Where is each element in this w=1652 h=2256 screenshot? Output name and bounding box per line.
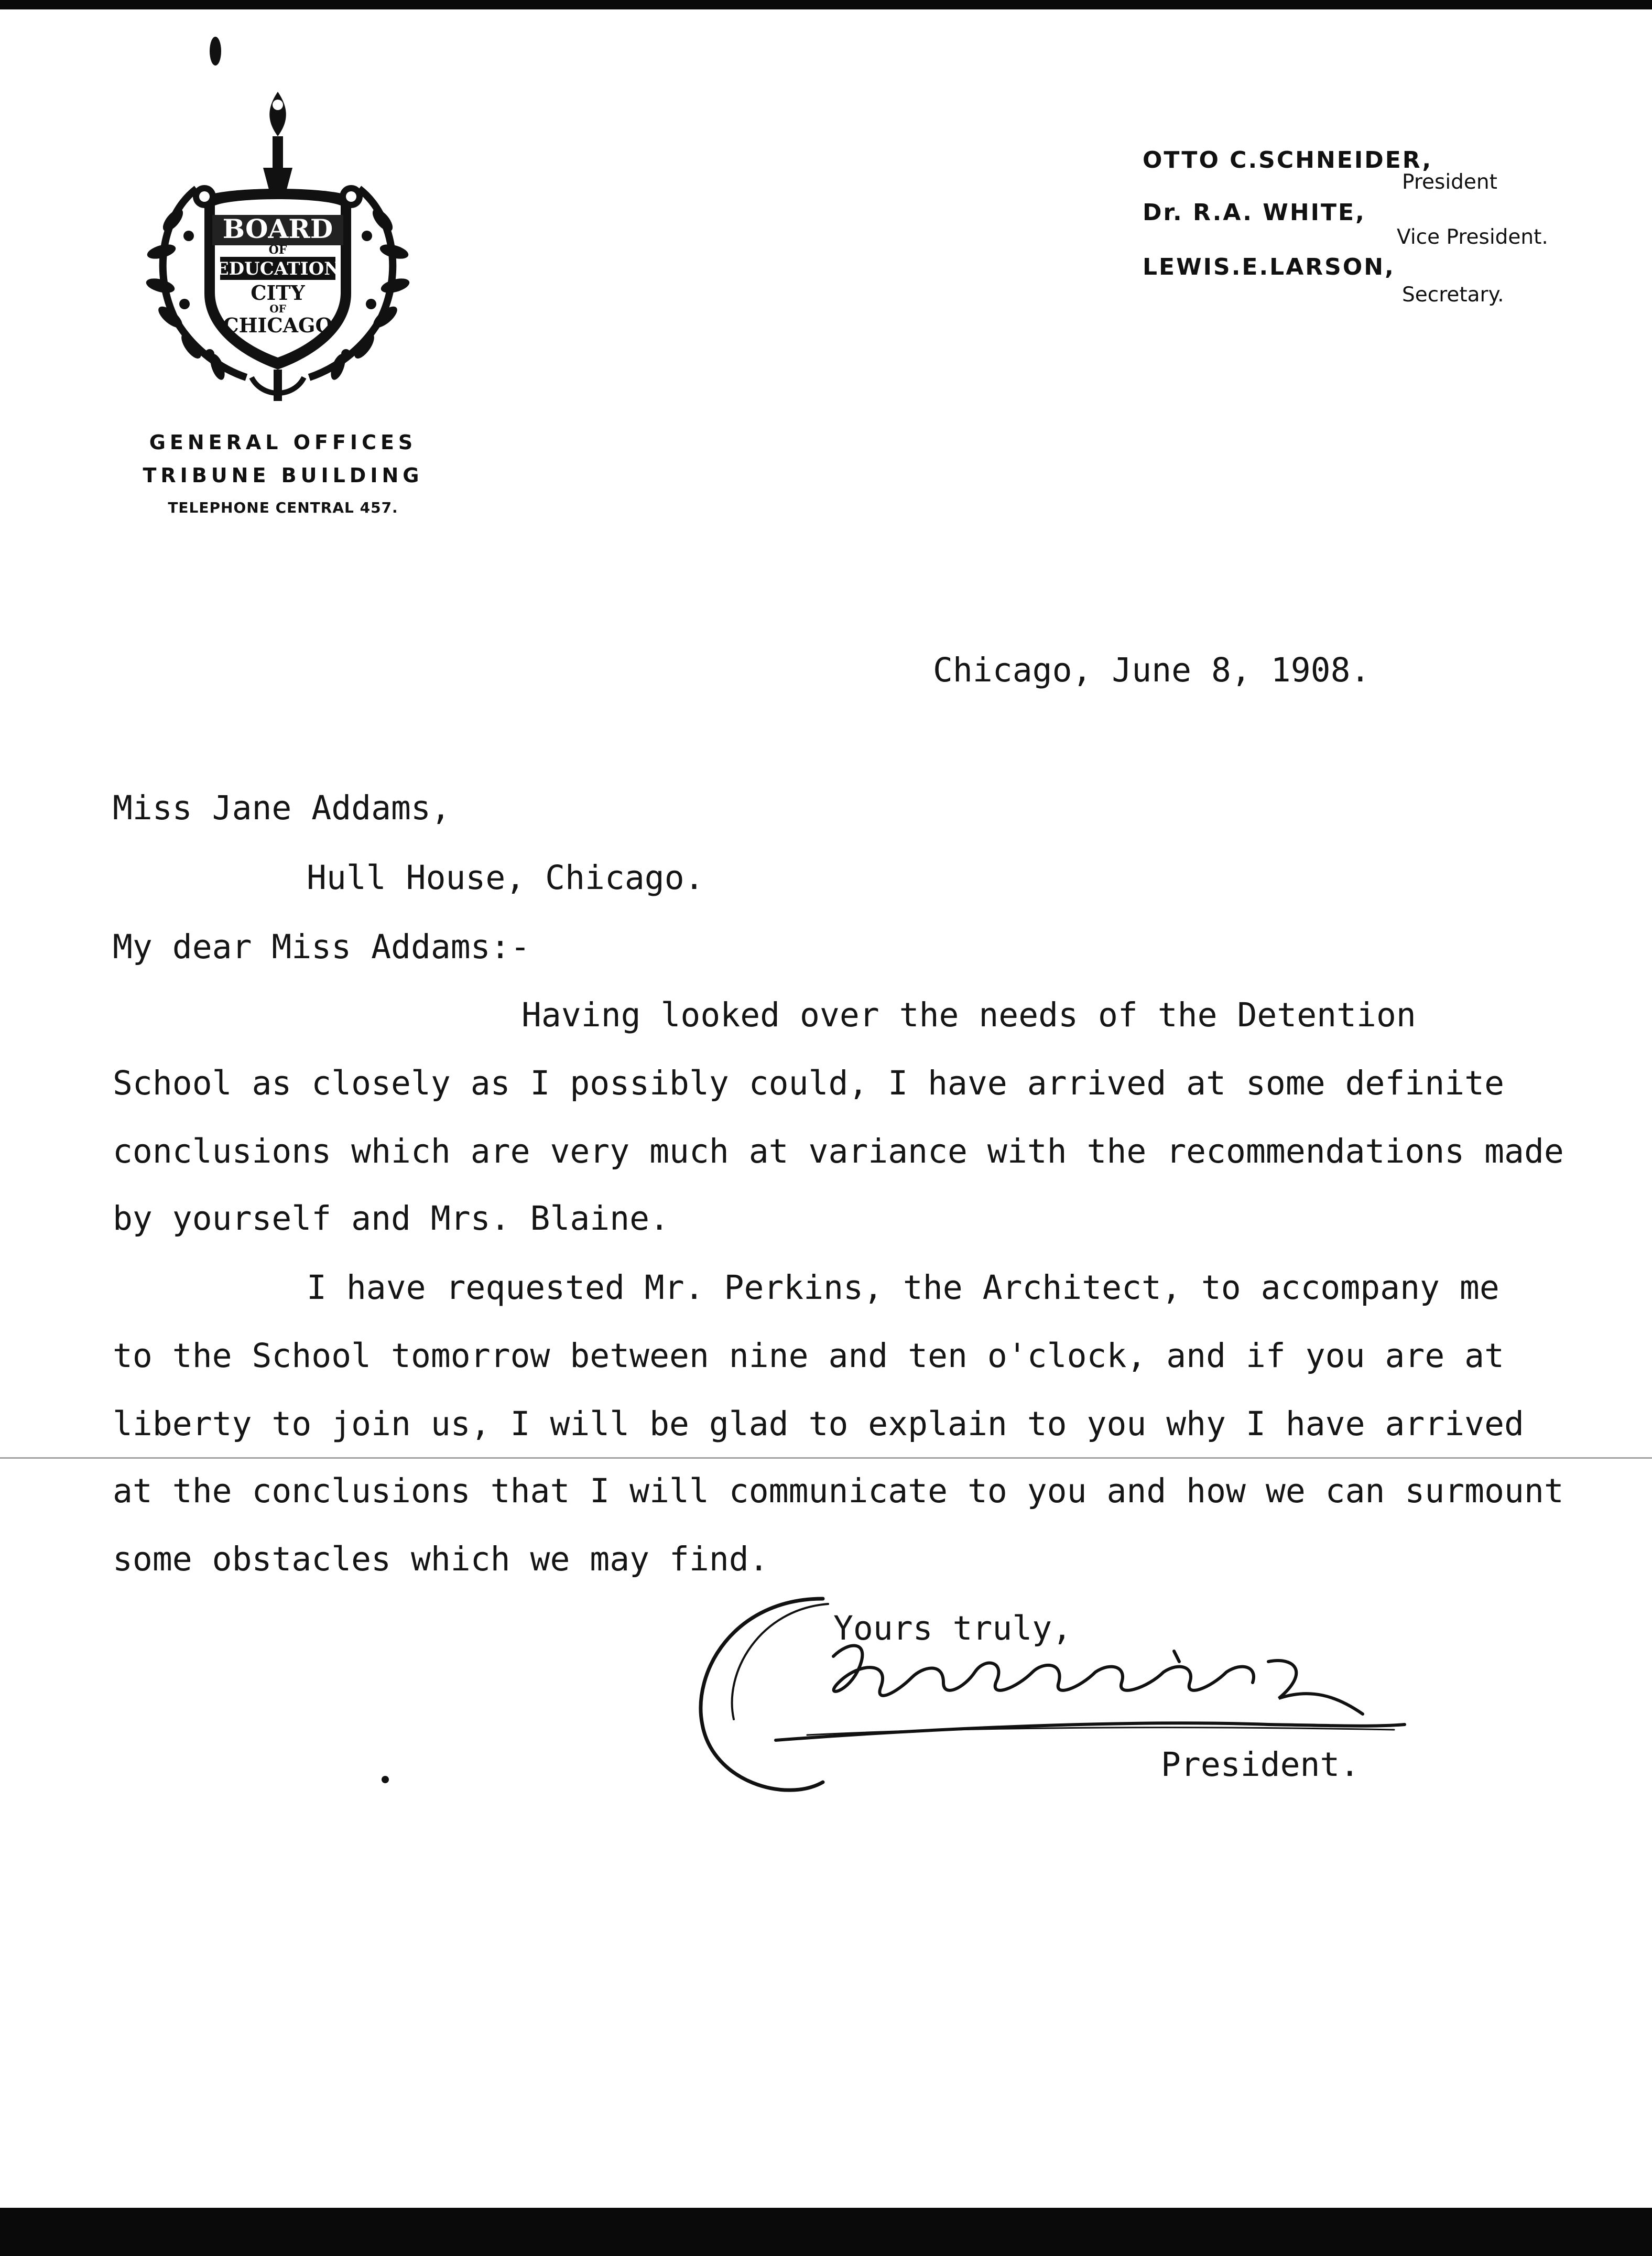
body-line: I have requested Mr. Perkins, the Architect, to accompany me: [307, 1268, 1499, 1307]
svg-text:CITY: CITY: [251, 281, 305, 305]
officer-name-president: OTTO C.SCHNEIDER,: [1143, 147, 1433, 173]
officer-name-secretary: LEWIS.E.LARSON,: [1143, 254, 1395, 280]
signature-title: President.: [1161, 1745, 1360, 1784]
svg-text:OF: OF: [269, 302, 286, 315]
ink-speck: [210, 37, 221, 66]
svg-text:EDUCATION: EDUCATION: [215, 258, 341, 279]
officer-title-secretary: Secretary.: [1402, 283, 1504, 307]
body-line: Having looked over the needs of the Detention: [521, 996, 1416, 1034]
officer-title-president: President: [1402, 170, 1497, 194]
svg-text:OF: OF: [268, 243, 287, 257]
svg-text:BOARD: BOARD: [222, 213, 333, 244]
torch-icon: [263, 92, 292, 191]
handwritten-signature: [650, 1583, 1520, 1803]
letter-date: Chicago, June 8, 1908.: [933, 651, 1371, 689]
body-line: at the conclusions that I will communicate to you and how we can surmount: [113, 1472, 1564, 1510]
ink-speck: [382, 1776, 389, 1783]
fold-line: [0, 1457, 1652, 1459]
recipient-address: Hull House, Chicago.: [307, 859, 704, 897]
body-line: by yourself and Mrs. Blaine.: [113, 1199, 670, 1238]
general-offices-label: GENERAL OFFICES: [149, 431, 417, 454]
body-line: liberty to join us, I will be glad to explain to you why I have arrived: [113, 1405, 1524, 1443]
svg-text:CHICAGO: CHICAGO: [223, 313, 333, 337]
building-label: TRIBUNE BUILDING: [143, 464, 423, 487]
body-line: some obstacles which we may find.: [113, 1540, 769, 1578]
board-of-education-seal: [126, 84, 430, 409]
telephone-label: TELEPHONE CENTRAL 457.: [168, 499, 398, 516]
body-line: to the School tomorrow between nine and ten o'clock, and if you are at: [113, 1337, 1505, 1375]
body-line: School as closely as I possibly could, I have arrived at some definite: [113, 1064, 1505, 1102]
body-line: conclusions which are very much at variance with the recommendations made: [113, 1132, 1564, 1170]
officer-name-vice-president: Dr. R.A. WHITE,: [1143, 199, 1366, 226]
scan-edge-bottom: [0, 2208, 1652, 2256]
officer-title-vice-president: Vice President.: [1397, 225, 1548, 249]
closing: Yours truly,: [833, 1609, 1072, 1647]
scan-edge-top: [0, 0, 1652, 9]
salutation: My dear Miss Addams:-: [113, 928, 530, 966]
recipient-name: Miss Jane Addams,: [113, 789, 451, 827]
